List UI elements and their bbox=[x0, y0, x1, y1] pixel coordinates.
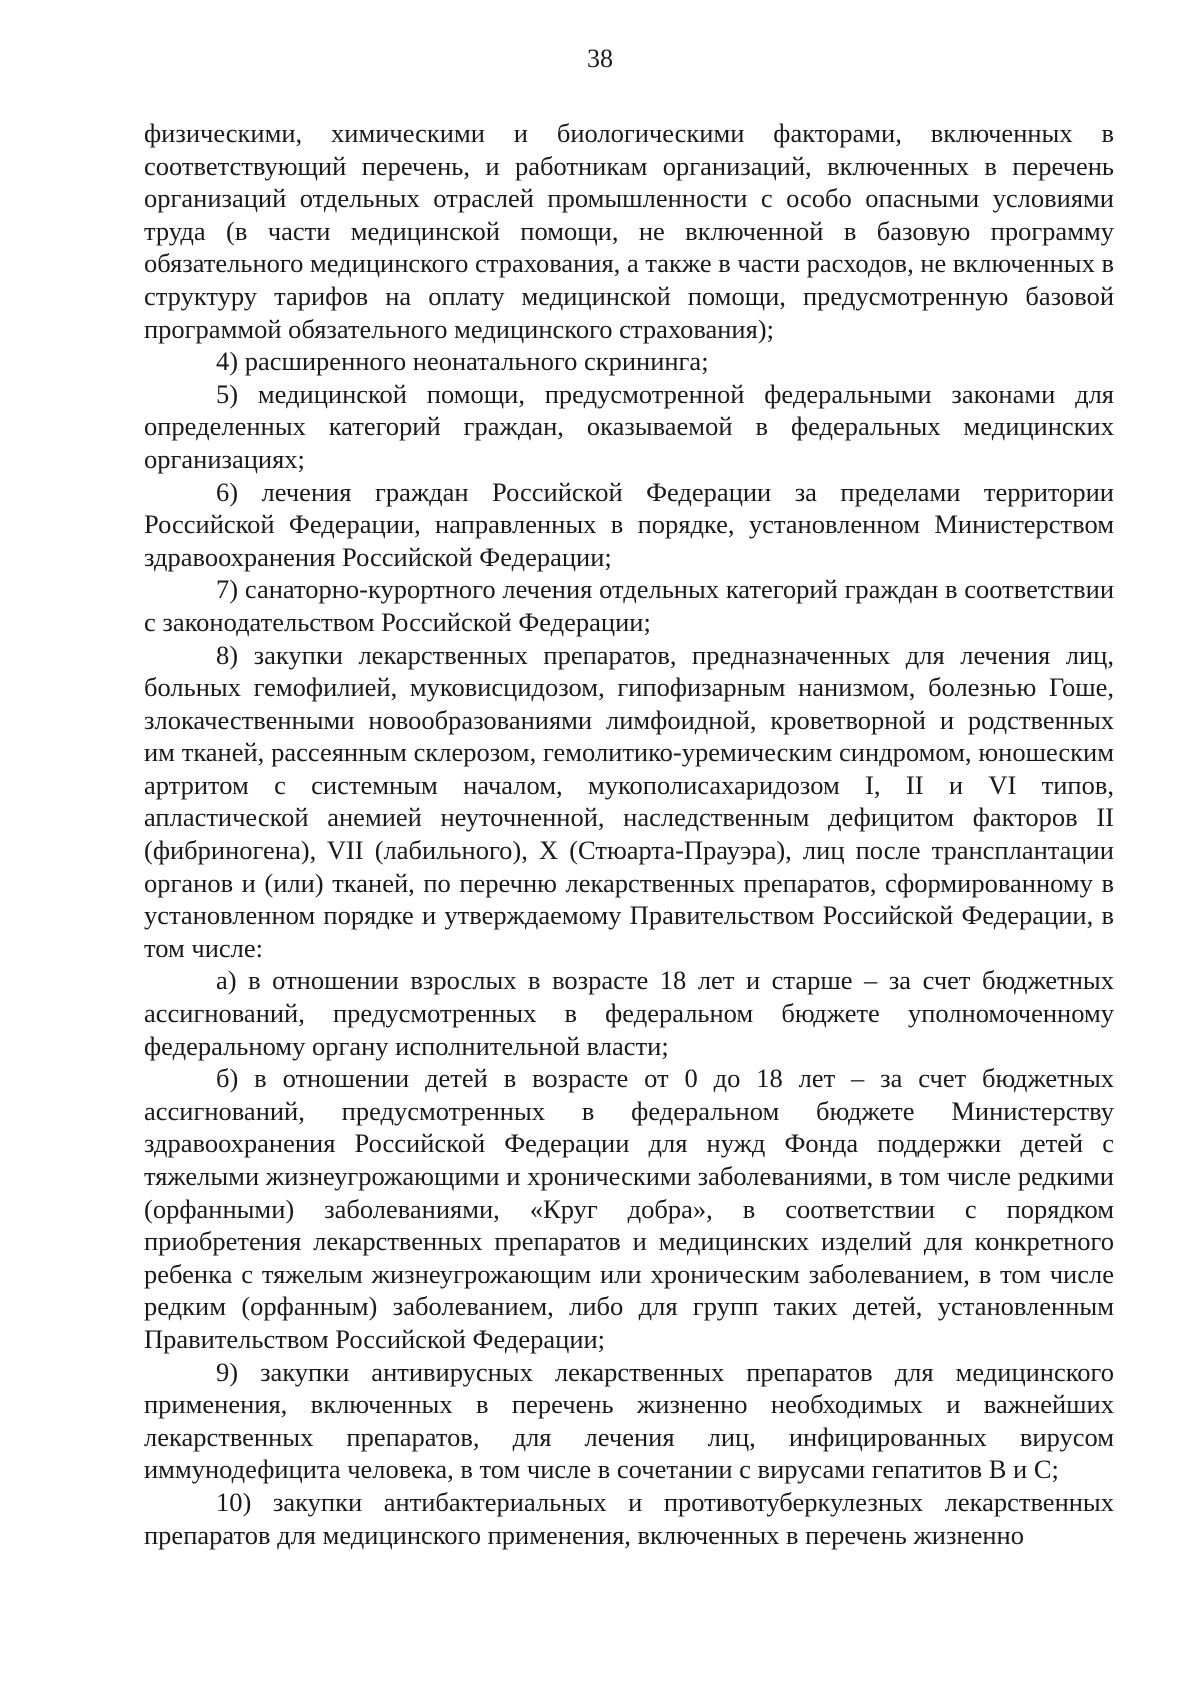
paragraph-item-5: 5) медицинской помощи, предусмотренной федеральными законами для определенных категорий граждан, оказываемой в федеральных медицинских организациях; bbox=[144, 378, 1114, 474]
paragraph-item-6: 6) лечения граждан Российской Федерации за пределами территории Российской Федерации, направленных в порядке, установленном Министерством здравоохранения Российской Федерации; bbox=[144, 476, 1114, 572]
paragraph-subitem-a: а) в отношении взрослых в возрасте 18 лет и старше – за счет бюджетных ассигнований, предусмотренных в федеральном бюджете уполномоченному федеральному органу исполнительной власти; bbox=[144, 965, 1114, 1061]
paragraph-item-9: 9) закупки антивирусных лекарственных препаратов для медицинского применения, включенных в перечень жизненно необходимых и важнейших лекарственных препаратов, для лечения лиц, инфицированных вирусом иммунодефицита человека, в том числе в сочетании с вирусами гепатитов B и C; bbox=[144, 1356, 1114, 1485]
document-body bbox=[144, 117, 1114, 1551]
paragraph-item-8: 8) закупки лекарственных препаратов, предназначенных для лечения лиц, больных гемофилией, муковисцидозом, гипофизарным нанизмом, болезнью Гоше, злокачественными новообразованиями лимфоидной, кроветворной и родственных им тканей, рассеянным склерозом, гемолитико-уремическим синдромом, юношеским артритом с системным началом, мукополисахаридозом I, II и VI типов, апластической анемией неуточненной, наследственным дефицитом факторов II (фибриногена), VII (лабильного), X (Стюарта-Прауэра), лиц после трансплантации органов и (или) тканей, по перечню лекарственных препаратов, сформированному в установленном порядке и утверждаемому Правительством Российской Федерации, в том числе: bbox=[144, 639, 1114, 963]
paragraph-item-7: 7) санаторно-курортного лечения отдельных категорий граждан в соответствии с законодательством Российской Федерации; bbox=[144, 574, 1114, 637]
paragraph-item-10: 10) закупки антибактериальных и противотуберкулезных лекарственных препаратов для медицинского применения, включенных в перечень жизненно bbox=[144, 1486, 1114, 1550]
paragraph-item-4: 4) расширенного неонатального скрининга; bbox=[216, 346, 709, 377]
paragraph-subitem-b: б) в отношении детей в возрасте от 0 до 18 лет – за счет бюджетных ассигнований, предусмотренных в федеральном бюджете Министерству здравоохранения Российской Федерации для нужд Фонда поддержки детей с тяжелыми жизнеугрожающими и хроническими заболеваниями, в том числе редкими (орфанными) заболеваниями, «Круг добра», в соответствии с порядком приобретения лекарственных препаратов и медицинских изделий для конкретного ребенка с тяжелым жизнеугрожающим или хроническим заболеванием, в том числе редким (орфанным) заболеванием, либо для групп таких детей, установленным Правительством Российской Федерации; bbox=[144, 1063, 1114, 1354]
paragraph-continuation: физическими, химическими и биологическими факторами, включенных в соответствующий перечень, и работникам организаций, включенных в перечень организаций отдельных отраслей промышленности с особо опасными условиями труда (в части медицинской помощи, не включенной в базовую программу обязательного медицинского страхования, а также в части расходов, не включенных в структуру тарифов на оплату медицинской помощи, предусмотренную базовой программой обязательного медицинского страхования); bbox=[144, 118, 1114, 344]
page-number: 38 bbox=[587, 44, 613, 73]
